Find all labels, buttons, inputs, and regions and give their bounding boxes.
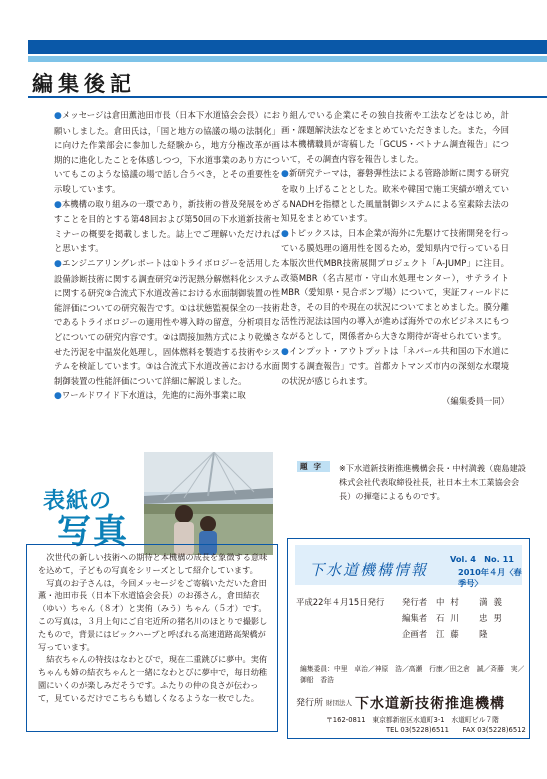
editorial-committee bbox=[300, 664, 528, 686]
committee-label: 編集委員： bbox=[300, 665, 334, 673]
paragraph: ●インプット・アウトプットは「ネパール共和国の下水道に関する調査報告」です。首都カトマンズ市内の深刻な水環境の状況が感じられます。 bbox=[281, 345, 509, 386]
cover-label-big: 写真 bbox=[57, 512, 129, 552]
issuer-corp: 財団法人 bbox=[326, 698, 353, 707]
caption-paragraph: 写真のお子さんは，今回メッセージをご寄稿いただいた倉田薫・池田市長（日本下水道協会会長）のお孫さん，倉田結衣（ゆい）ちゃん（８才）と実侑（みう）ちゃん（５才）です。この写真は，３月上旬にご自宅近所の猪名川のほとりで撮影したもので，背景にはビックハープと呼ばれる高速道路高架橋が写っています。 bbox=[38, 577, 268, 652]
left-column bbox=[54, 108, 280, 404]
caption-paragraph: 次世代の新しい技術への期待と本機構の成長を象徴する意味を込めて，子どもの写真をシリーズとして紹介しています。 bbox=[38, 552, 268, 575]
bullet-icon: ● bbox=[281, 169, 289, 180]
paragraph: ●ワールドワイド下水道は，先進的に海外事業に取 bbox=[54, 390, 246, 402]
bullet-icon: ● bbox=[54, 199, 62, 210]
issuer-label: 発行所 bbox=[296, 698, 324, 709]
publisher-role: 発行者 bbox=[402, 597, 428, 607]
paragraph: ●エンジニアリングレポートは①トライボロジーを活用した設備診断技術に関する調査研究②汚泥熱分解燃料化システムに関する研究③合流式下水道改善における水面制御装置の性能評価についての研究報告です。①は状態監視保全の一技術であるトライボロジーの適用性や導入時の留意，分析項目などについての研究内容です。②は間接加熱方式により乾燥させた汚泥を中温炭化処理し，固体燃料を製造する技術やシステムを検証しています。③は合流式下水道改善における水面制御装置の性能評価について詳細に解説しました。 bbox=[54, 257, 281, 386]
bullet-icon: ● bbox=[281, 346, 290, 357]
right-column bbox=[281, 108, 509, 409]
address-line: 〒162-0811 東京都新宿区水道町3-1 水道町ビル７階 bbox=[326, 716, 499, 724]
publisher-name: 中村 満義 bbox=[436, 597, 508, 607]
photo-illustration bbox=[144, 452, 273, 555]
issuer-address bbox=[326, 715, 526, 735]
title-rule bbox=[28, 96, 547, 98]
masthead bbox=[287, 538, 530, 739]
cover-label bbox=[43, 484, 129, 552]
bullet-icon: ● bbox=[54, 111, 62, 121]
cover-caption bbox=[26, 544, 278, 732]
issue-date: 平成22年４月15日発行 bbox=[296, 597, 385, 607]
cover-photo bbox=[144, 452, 273, 555]
paragraph: ●トピックスは，日本企業が海外に先駆けて技術開発を行っている膜処理の適用性を図るため，愛知県内で行っている日本版次世代MBR技術展開プロジェクト「A-JUMP」に注目。改築MBR（名古屋市・守山水処理センター），サテライトMBR（愛知県・見合ポンプ場）について，実証フィールドに赴き，その目的や現在の状況についてまとめました。膜分離活性汚泥法は国内の導入が進めば海外での水ビジネスにもつながるとして，関係者から大きな期待が寄せられています。 bbox=[281, 227, 509, 341]
bullet-icon: ● bbox=[281, 228, 289, 239]
paragraph: ●メッセージは倉田薫池田市長（日本下水道協会会長）にお願いしました。倉田氏は，「国と地方の協議の場の法制化」に向けた作業部会に参加した経験から，地方分権改革が画期的に進化したことを体感しつつ，下水道事業のあり方についてもこのような協議の場で話し合うべき，とその重要性を示唆しています。 bbox=[54, 110, 280, 194]
bullet-icon: ● bbox=[54, 258, 62, 269]
page-title: 編集後記 bbox=[32, 71, 136, 96]
volume-number: Vol. 4 No. 11 bbox=[450, 554, 514, 564]
paragraph: ●新研究テーマは，審磐弾性法による管路診断に関する研究を取り上げることとした。欧米や韓国で施工実績が増えているNADHを指標とした風量制御システムによる室素除去法の知見をまとめています。 bbox=[281, 168, 509, 224]
signature: （編集委員一同） bbox=[442, 396, 509, 407]
issuer-name: 下水道新技術推進機構 bbox=[355, 696, 506, 712]
paragraph: り組んでいる企業にその独自技術や工法などをはじめ，計画・課題解決法などをまとめていただきました。また，今回は本機構職員が寄稿した「GCUS・ベトナム調査報告」について，その調査内容を報告しました。 bbox=[281, 110, 509, 164]
issuer bbox=[296, 693, 505, 713]
contact-line: TEL 03(5228)6511 FAX 03(5228)6512 bbox=[386, 726, 526, 734]
dai-text: ※下水道新技術推進機構会長・中村満義（鹿島建設株式会社代表取締役社長，社日本土木工業協会会長）の揮毫によるものです。 bbox=[339, 463, 526, 501]
bullet-icon: ● bbox=[54, 391, 62, 402]
committee-names: 中里 卓治／神原 浩／高瀬 行康／田之倉 誠／斉藤 実／御船 香浩 bbox=[300, 665, 525, 684]
caption-paragraph: 結衣ちゃんの特技はなわとびで，現在二重跳びに夢中。実侑ちゃんも姉の結衣ちゃんと一緒になわとびに夢中で，毎日幼稚園にいくのが楽しみだそうです。ふたりの仲の良さが伝わって，見ているだけでこちらも嬉しくなるような一枚でした。 bbox=[38, 654, 268, 703]
masthead-banner bbox=[295, 545, 522, 588]
header-bar bbox=[28, 40, 547, 54]
planner-name: 江藤 隆 bbox=[436, 629, 494, 639]
editor-name: 石川 忠男 bbox=[436, 613, 508, 623]
header-bar-light bbox=[28, 56, 547, 62]
paragraph: ●本機構の取り組みの一環であり，新技術の普及発展をめざすことを目的とする第48回および第50回の下水道新技術セミナーの概要を掲載しました。誌上でご理解いただければと思います。 bbox=[54, 198, 280, 254]
dai-label: 題字 bbox=[297, 461, 330, 472]
cover-label-small: 表紙の bbox=[43, 488, 113, 514]
masthead-logo: 下水道機構情報 bbox=[309, 561, 429, 579]
planner-role: 企画者 bbox=[402, 629, 428, 639]
issue-season: 2010年４月〈春季号〉 bbox=[458, 567, 522, 588]
editor-role: 編集者 bbox=[402, 613, 428, 623]
